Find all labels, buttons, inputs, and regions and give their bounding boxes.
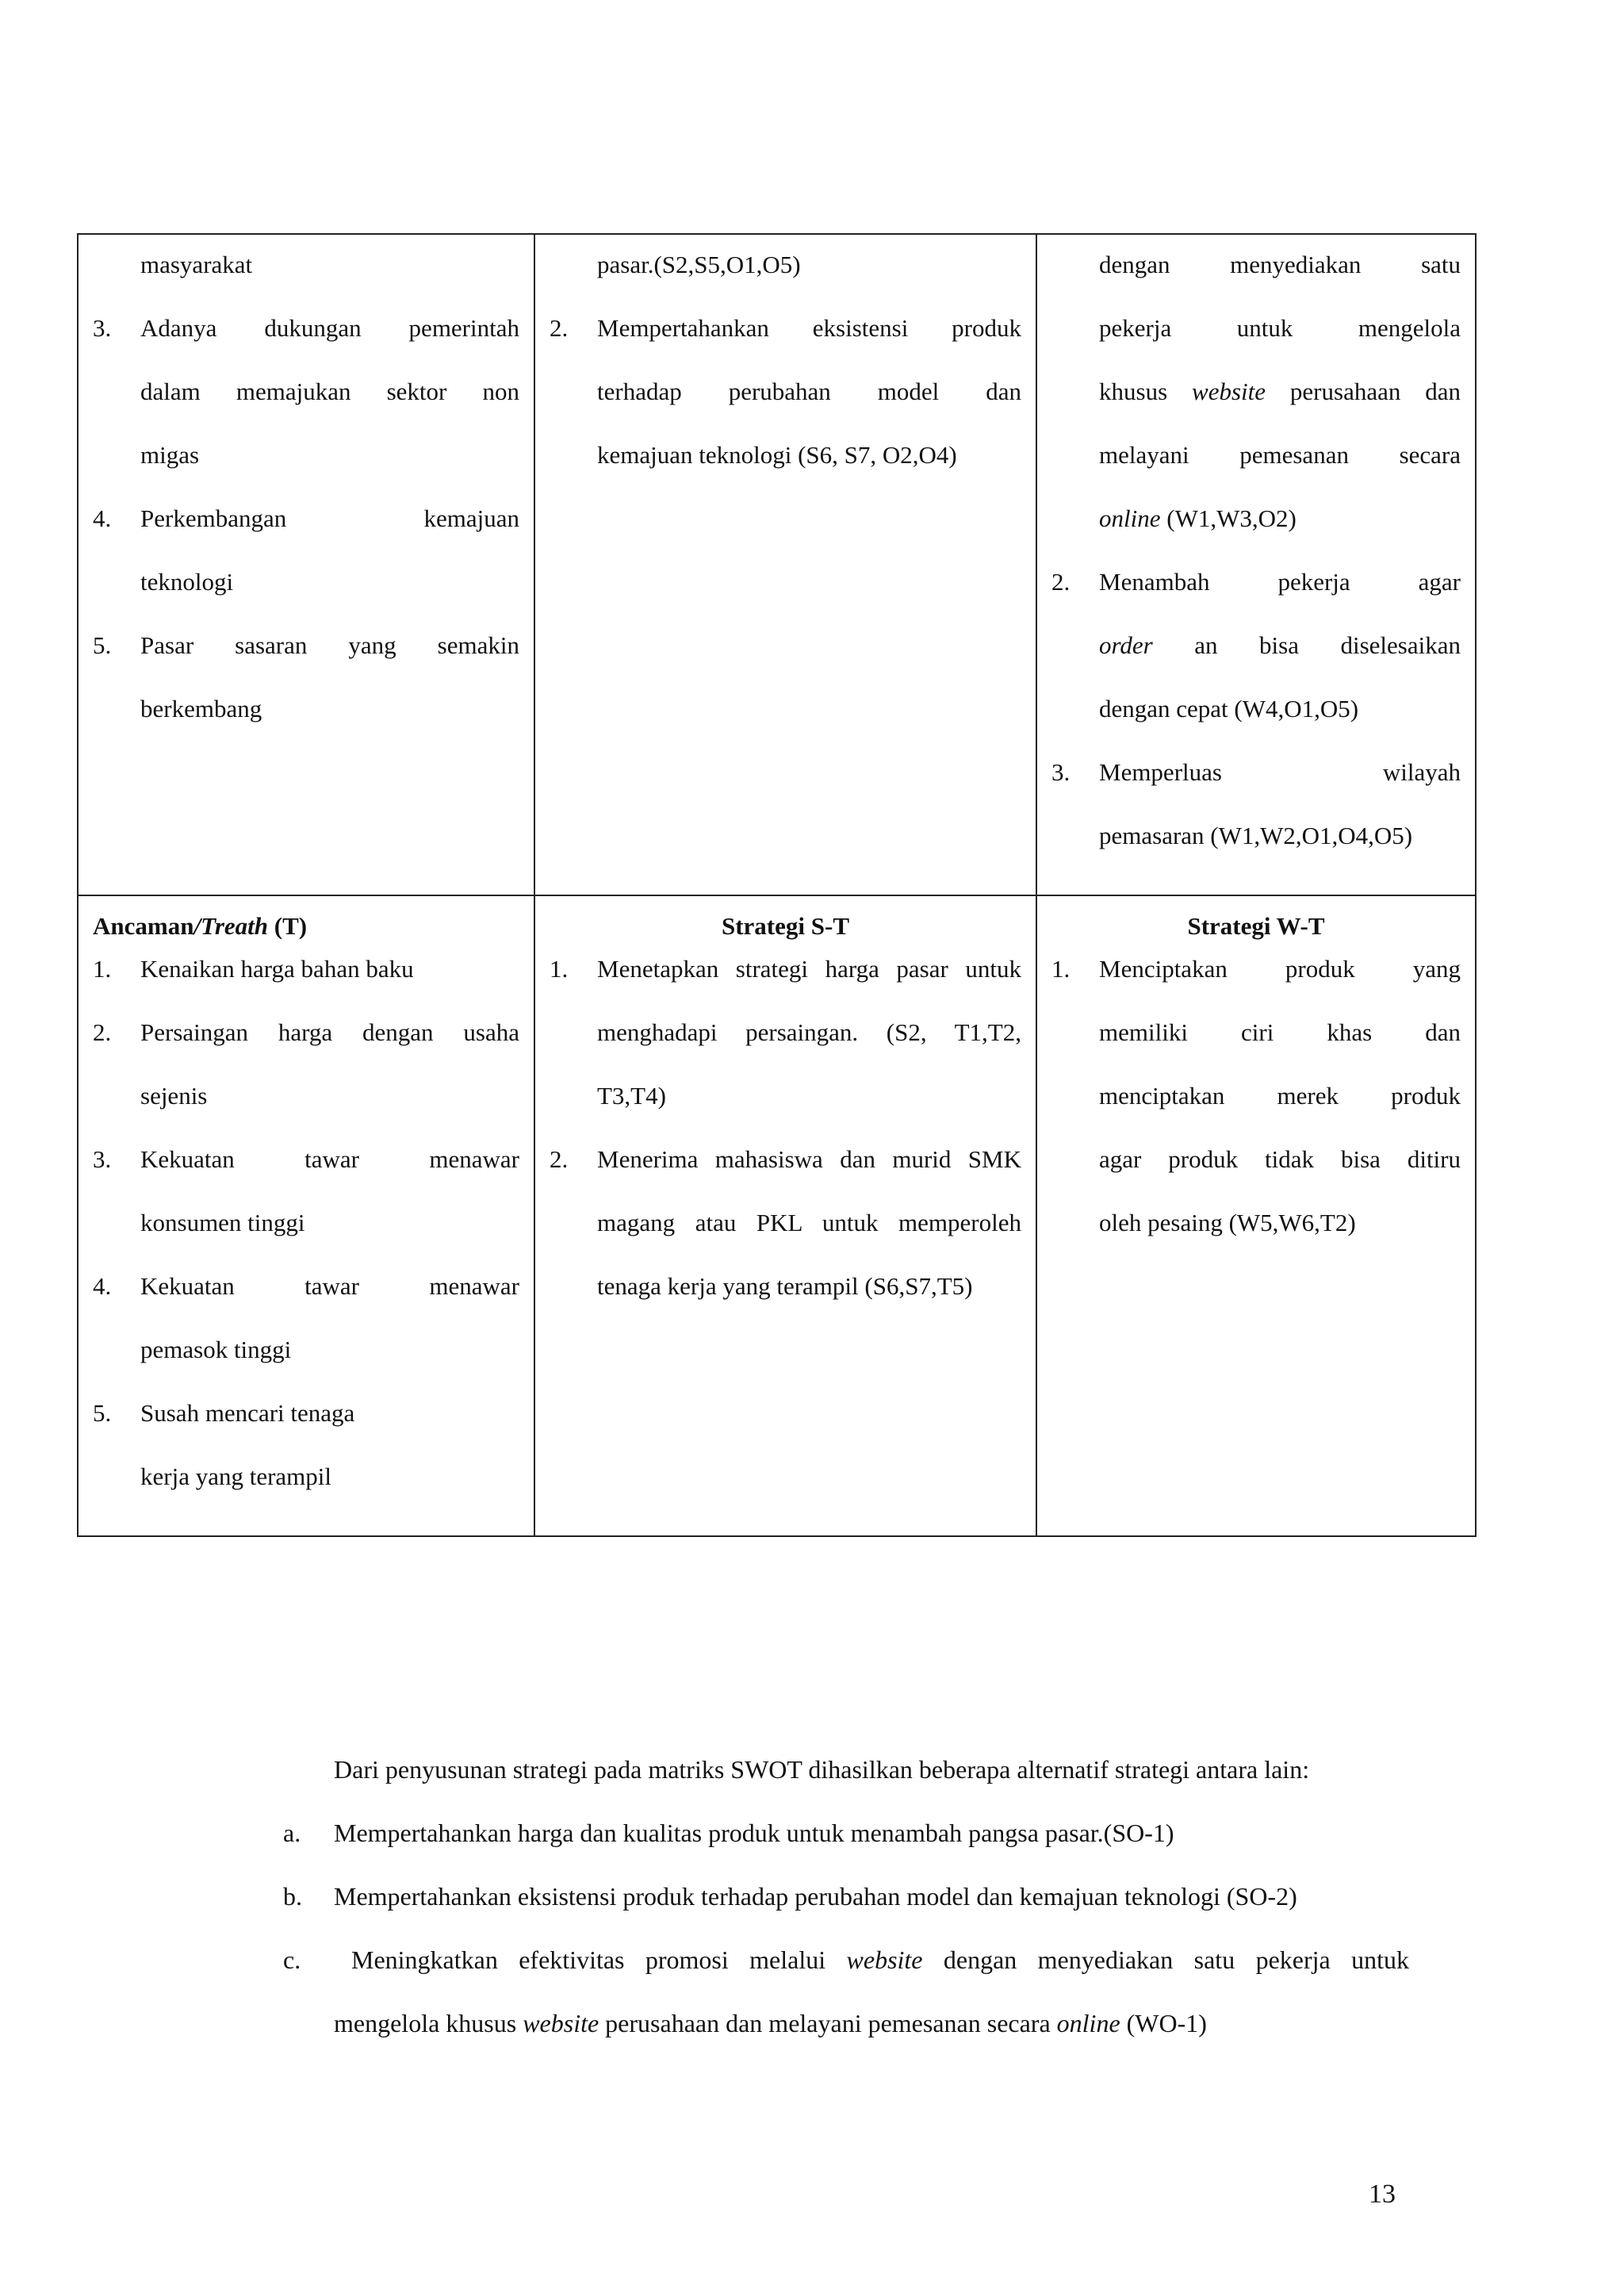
continuation-text: dengan menyediakan satu [1099,251,1461,278]
cell-heading: Ancaman/Treath (T) [93,912,308,940]
list-item-continuation [93,244,519,308]
list-item [93,625,519,688]
list-item [93,1393,519,1456]
list-item-continuation [550,435,1021,498]
continuation-text: masyarakat [140,251,253,278]
list-item-continuation [550,371,1021,435]
summary-item-text: Mempertahankan eksistensi produk terhadap perubahan model dan kemajuan teknologi (SO-2) [334,1882,1297,1911]
list-item [1051,752,1461,815]
cell-heading: Strategi W-T [1187,912,1325,940]
list-item-text: Adanya dukungan pemerintah [140,314,519,342]
summary-intro: Dari penyusunan strategi pada matriks SWOT dihasilkan beberapa alternatif strategi antara lain: [334,1755,1310,1784]
swot-row [78,234,1476,895]
list-item-continuation [1051,1202,1461,1266]
swot-matrix-body [78,234,1476,1536]
list-item-number: 2. [93,1018,112,1046]
continuation-text: dalam memajukan sektor non [140,378,519,405]
list-item-text: Menciptakan produk yang [1099,955,1461,983]
continuation-text: sejenis [140,1082,208,1110]
list-item-continuation [550,1266,1021,1329]
list-item-text: Susah mencari tenaga [140,1399,355,1427]
list-item-text: Menerima mahasiswa dan murid SMK [597,1145,1021,1173]
page-number: 13 [1369,2179,1396,2209]
swot-cell [1036,234,1476,895]
continuation-text: online (W1,W3,O2) [1099,504,1297,532]
list-item [93,498,519,562]
continuation-text: teknologi [140,568,234,596]
continuation-text: magang atau PKL untuk memperoleh [597,1209,1021,1236]
list-item-number: 3. [1051,758,1071,786]
list-item-text: Mempertahankan eksistensi produk [597,314,1021,342]
list-item-continuation [1051,435,1461,498]
list-item [550,1139,1021,1202]
continuation-text: kerja yang terampil [140,1462,332,1490]
continuation-text: pekerja untuk mengelola [1099,314,1461,342]
continuation-text: konsumen tinggi [140,1209,305,1236]
list-item-number: 1. [550,955,569,983]
list-item-continuation [93,1456,519,1520]
list-item-continuation [1051,308,1461,371]
continuation-text: tenaga kerja yang terampil (S6,S7,T5) [597,1272,973,1300]
list-item-continuation [1051,1075,1461,1139]
list-item-text: Kekuatan tawar menawar [140,1145,519,1173]
list-item-continuation [550,1012,1021,1075]
continuation-text: agar produk tidak bisa ditiru [1099,1145,1461,1173]
list-item-number: 5. [93,1399,112,1427]
list-item-number: 1. [93,955,112,983]
list-item-continuation [1051,498,1461,562]
list-item-text: Pasar sasaran yang semakin [140,631,519,659]
list-item-continuation [93,371,519,435]
continuation-text: pemasok tinggi [140,1336,292,1363]
list-item [1051,562,1461,625]
list-item-continuation [550,1075,1021,1139]
continuation-text: dengan cepat (W4,O1,O5) [1099,695,1359,723]
swot-cell [78,895,534,1536]
swot-cell [78,234,534,895]
list-item-text: Perkembangan kemajuan [140,504,519,532]
summary-item-marker: c. [283,1945,301,1974]
continuation-text: menciptakan merek produk [1099,1082,1461,1110]
list-item-text: Persaingan harga dengan usaha [140,1018,519,1046]
summary-item-text: Mempertahankan harga dan kualitas produk untuk menambah pangsa pasar.(SO-1) [334,1819,1174,1847]
list-item-text: Kekuatan tawar menawar [140,1272,519,1300]
list-item-continuation [93,435,519,498]
cell-heading: Strategi S-T [721,912,849,940]
list-item-number: 2. [550,1145,569,1173]
list-item-number: 2. [1051,568,1071,596]
list-item-text: Memperluas wilayah [1099,758,1461,786]
list-item-number: 1. [1051,955,1071,983]
list-item-number: 3. [93,314,112,342]
list-item-continuation [550,1202,1021,1266]
list-item [93,1139,519,1202]
continuation-text: pasar.(S2,S5,O1,O5) [597,251,801,278]
summary-item-marker: a. [283,1819,301,1847]
list-item [93,1012,519,1075]
list-item-continuation [93,1329,519,1393]
list-item-continuation [550,244,1021,308]
list-item-number: 5. [93,631,112,659]
list-item-number: 4. [93,1272,112,1300]
continuation-text: kemajuan teknologi (S6, S7, O2,O4) [597,441,957,469]
list-item-continuation [1051,688,1461,752]
continuation-text: order an bisa diselesaikan [1099,631,1461,659]
continuation-text: melayani pemesanan secara [1099,441,1461,469]
continuation-text: T3,T4) [597,1082,666,1110]
list-item-continuation [1051,1012,1461,1075]
continuation-text: berkembang [140,695,262,723]
list-item-continuation [1051,244,1461,308]
swot-cell [534,895,1036,1536]
list-item-continuation [93,688,519,752]
continuation-text: pemasaran (W1,W2,O1,O4,O5) [1099,822,1413,849]
continuation-text: migas [140,441,200,469]
continuation-text: oleh pesaing (W5,W6,T2) [1099,1209,1356,1236]
list-item-number: 2. [550,314,569,342]
list-item-continuation [93,562,519,625]
swot-cell [1036,895,1476,1536]
continuation-text: menghadapi persaingan. (S2, T1,T2, [597,1018,1021,1046]
list-item-continuation [1051,815,1461,879]
list-item-continuation [1051,625,1461,688]
list-item-continuation [1051,1139,1461,1202]
continuation-text: terhadap perubahan model dan [597,378,1021,405]
list-item-continuation [93,1075,519,1139]
list-item-continuation [93,1202,519,1266]
list-item-number: 3. [93,1145,112,1173]
swot-matrix-table [77,233,1477,1537]
swot-row [78,895,1476,1536]
continuation-text: khusus website perusahaan dan [1099,378,1461,405]
list-item-number: 4. [93,504,112,532]
list-item-text: Kenaikan harga bahan baku [140,955,414,983]
list-item-text: Menambah pekerja agar [1099,568,1461,596]
list-item [93,308,519,371]
list-item [1051,949,1461,1012]
summary-item-continuation: mengelola khusus website perusahaan dan melayani pemesanan secara online (WO-1) [334,2009,1207,2037]
list-item [93,1266,519,1329]
list-item [550,308,1021,371]
continuation-text: memiliki ciri khas dan [1099,1018,1461,1046]
list-item [550,949,1021,1012]
summary-item-marker: b. [283,1882,302,1911]
swot-cell [534,234,1036,895]
list-item-text: Menetapkan strategi harga pasar untuk [597,955,1021,983]
list-item-continuation [1051,371,1461,435]
summary-item-text: Meningkatkan efektivitas promosi melalui website dengan menyediakan satu pekerja untuk [351,1945,1410,1974]
list-item [93,949,519,1012]
